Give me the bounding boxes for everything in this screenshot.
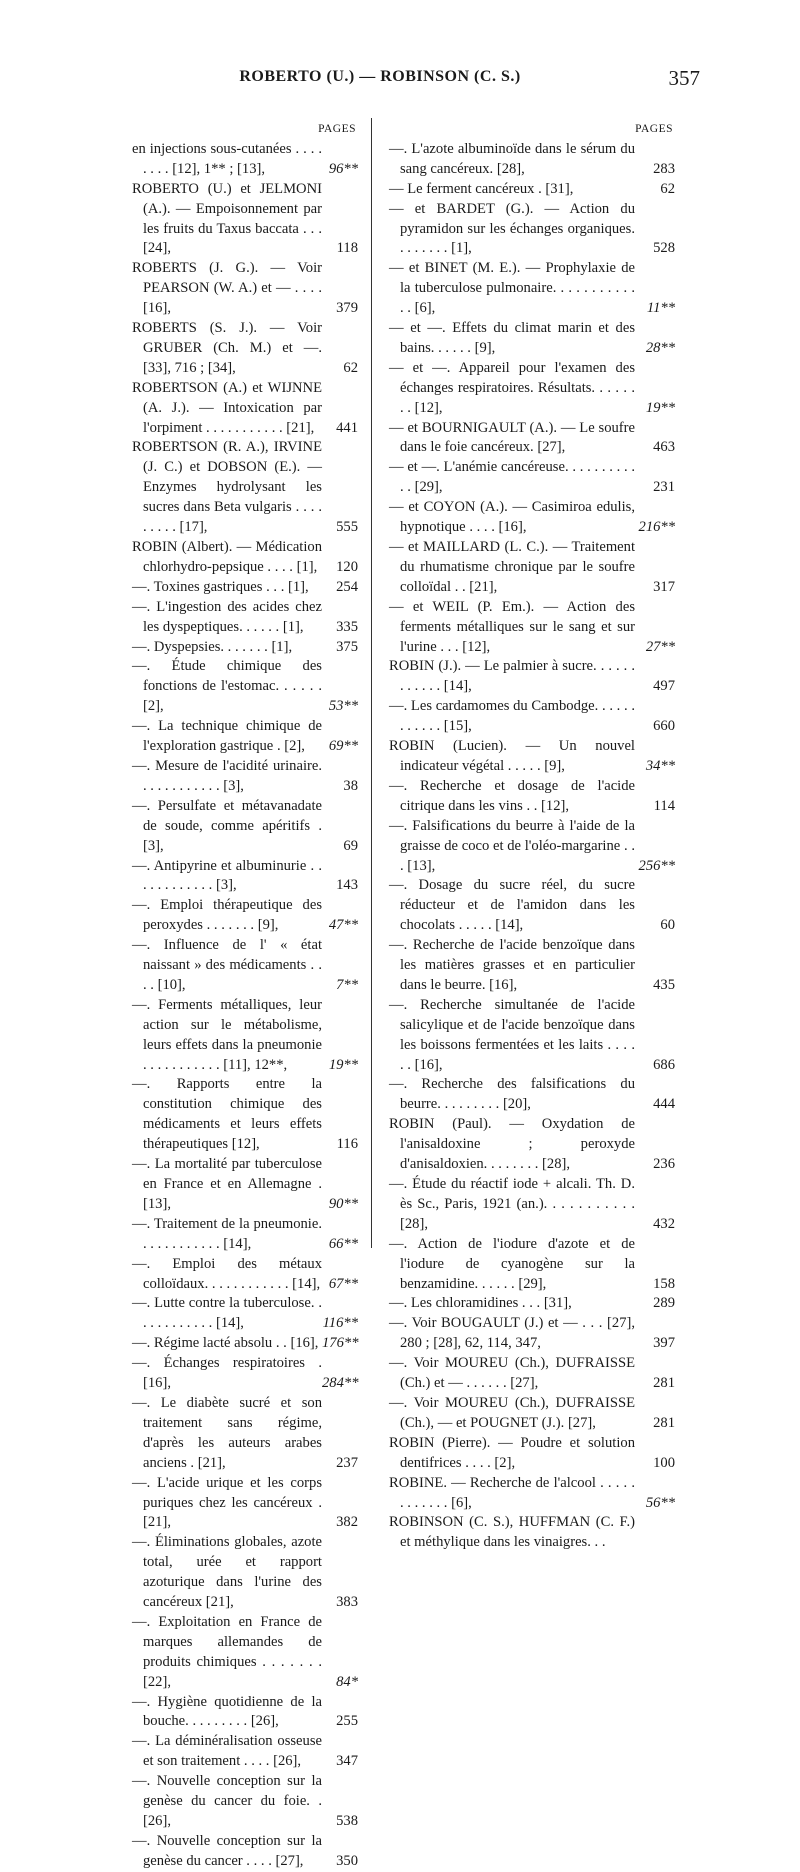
entry-page: 283 (653, 160, 675, 177)
entry-text: —. Le diabète sucré et son traitement sans régime, d'après les auteurs arabes anciens . [21], (132, 1394, 322, 1471)
index-entry (132, 757, 358, 797)
entry-page: 100 (653, 1454, 675, 1471)
entry-text: —. Mesure de l'acidité urinaire. . . . . . . . . . . . [3], (132, 757, 322, 794)
entry-text: —. Toxines gastriques . . . [1], (132, 578, 309, 595)
index-entry (389, 1354, 675, 1394)
entry-text: ROBIN (Pierre). — Poudre et solution dentifrices . . . . [2], (389, 1434, 635, 1471)
index-entry (389, 259, 675, 319)
entry-text: ROBINE. — Recherche de l'alcool . . . . . . . . . . . . [6], (389, 1474, 635, 1511)
index-entry (132, 896, 358, 936)
entry-page: 34** (645, 757, 675, 774)
entry-text: ROBERTO (U.) et JELMONI (A.). — Empoisonnement par les fruits du Taxus baccata . . . [24], (132, 180, 322, 257)
entry-text: — et WEIL (P. Em.). — Action des ferments métalliques sur le sang et sur l'urine . . . [12], (389, 598, 635, 655)
entry-page: 375 (336, 638, 358, 655)
entry-text: —. Exploitation en France de marques allemandes de produits chimiques . . . . . . . [22], (132, 1613, 322, 1690)
entry-text: ROBIN (Paul). — Oxydation de l'anisaldoxine ; peroxyde d'anisaldoxien. . . . . . . . [28], (389, 1116, 635, 1173)
entry-text: — et BARDET (G.). — Action du pyramidon sur les échanges organiques. . . . . . . . [1], (389, 200, 635, 257)
entry-text: —. Voir MOUREU (Ch.), DUFRAISSE (Ch.), — et POUGNET (J.). [27], (389, 1394, 635, 1431)
entry-page: 317 (653, 578, 675, 595)
entry-text: —. Persulfate et métavanadate de soude, comme apéritifs . [3], (132, 797, 322, 854)
entry-page: 69** (328, 738, 358, 755)
index-entry (389, 458, 675, 498)
entry-text: —. Emploi des métaux colloïdaux. . . . . . . . . . . . [14], (132, 1255, 322, 1292)
entry-text: —. Recherche de l'acide benzoïque dans les matières grasses et en particulier dans le beurre. [16], (389, 937, 635, 993)
index-entry (132, 638, 358, 658)
entry-page: 463 (653, 439, 675, 456)
entry-page: 216** (638, 519, 675, 536)
entry-page: 120 (336, 558, 358, 575)
entry-page: 11** (646, 300, 675, 317)
entry-page: 281 (653, 1375, 675, 1392)
entry-text: — et BINET (M. E.). — Prophylaxie de la tuberculose pulmonaire. . . . . . . . . . . . . [6], (389, 260, 635, 317)
index-entry (132, 1693, 358, 1733)
entry-text: — et —. Appareil pour l'examen des échanges respiratoires. Résultats. . . . . . . . [12], (389, 359, 635, 416)
entry-page: 255 (336, 1713, 358, 1730)
index-entry (389, 1394, 675, 1434)
entry-page: 281 (653, 1414, 675, 1431)
entry-text: — et —. Effets du climat marin et des bains. . . . . . [9], (389, 320, 635, 356)
entry-text: —. Lutte contre la tuberculose. . . . . . . . . . . . [14], (132, 1295, 322, 1332)
entry-text: ROBERTS (J. G.). — Voir PEARSON (W. A.) et — . . . . [16], (132, 260, 322, 317)
entry-text: —. L'azote albuminoïde dans le sérum du sang cancéreux. [28], (389, 140, 635, 177)
left-entries (132, 140, 358, 1872)
page-number: 357 (668, 66, 700, 90)
index-entry (389, 180, 675, 200)
entry-page: 118 (336, 240, 358, 257)
index-entry (389, 657, 675, 697)
right-column (389, 120, 675, 1553)
entry-text: — et COYON (A.). — Casimiroa edulis, hypnotique . . . . [16], (389, 499, 635, 536)
entry-text: — et —. L'anémie cancéreuse. . . . . . . . . . . . [29], (389, 459, 635, 496)
index-entry (132, 717, 358, 757)
entry-page: 397 (653, 1335, 675, 1352)
entry-text: —. Traitement de la pneumonie. . . . . . . . . . . . [14], (132, 1215, 322, 1252)
entry-text: ROBINSON (C. S.), HUFFMAN (C. F.) et méthylique dans les vinaigres. . . (389, 1514, 635, 1551)
entry-text: —. Recherche simultanée de l'acide salicylique et de l'acide benzoïque dans les boissons fermentées et les laits . . . . . . [16], (389, 996, 635, 1073)
entry-page: 347 (336, 1753, 358, 1770)
entry-page: 284** (322, 1375, 359, 1392)
index-entry (132, 1832, 358, 1872)
index-entry (132, 1155, 358, 1215)
index-entry (132, 857, 358, 897)
entry-page: 686 (653, 1056, 675, 1073)
right-entries (389, 140, 675, 1553)
entry-page: 383 (336, 1594, 358, 1611)
entry-page: 96** (328, 160, 358, 177)
entry-page: 231 (653, 479, 675, 496)
entry-text: — et BOURNIGAULT (A.). — Le soufre dans le foie cancéreux. [27], (389, 419, 635, 456)
running-header (0, 66, 800, 96)
entry-text: ROBIN (Lucien). — Un nouvel indicateur végétal . . . . . [9], (389, 738, 635, 774)
entry-page: 7** (336, 976, 358, 993)
entry-text: —. Emploi thérapeutique des peroxydes . . . . . . . [9], (132, 897, 322, 934)
index-entry (389, 200, 675, 260)
entry-text: —. Falsifications du beurre à l'aide de la graisse de coco et de l'oléo-margarine . . . [13], (389, 817, 635, 874)
index-entry (132, 598, 358, 638)
entry-text: — et MAILLARD (L. C.). — Traitement du rhumatisme chronique par le soufre colloïdal . . [21], (389, 539, 635, 595)
index-entry (389, 1294, 675, 1314)
index-entry (132, 1772, 358, 1832)
index-entry (132, 1533, 358, 1613)
entry-text: ROBERTSON (A.) et WIJNNE (A. J.). — Intoxication par l'orpiment . . . . . . . . . . . [21], (132, 379, 322, 436)
entry-page: 350 (336, 1852, 358, 1869)
entry-text: —. Régime lacté absolu . . [16], (132, 1335, 319, 1352)
index-entry (132, 1255, 358, 1295)
index-entry (132, 657, 358, 717)
index-entry (132, 1294, 358, 1334)
entry-page: 555 (336, 519, 358, 536)
entry-page: 62 (343, 359, 358, 376)
index-entry (389, 817, 675, 877)
entry-text: —. Hygiène quotidienne de la bouche. . . . . . . . . [26], (132, 1693, 322, 1730)
entry-page: 28** (645, 339, 675, 356)
entry-text: —. La technique chimique de l'exploration gastrique . [2], (132, 718, 322, 755)
entry-page: 27** (645, 638, 675, 655)
entry-page: 116 (336, 1136, 358, 1153)
entry-text: —. Voir MOUREU (Ch.), DUFRAISSE (Ch.) et — . . . . . . [27], (389, 1355, 635, 1392)
entry-text: —. Nouvelle conception sur la genèse du cancer du foie. . [26], (132, 1773, 322, 1830)
entry-text: —. L'acide urique et les corps puriques chez les cancéreux . [21], (132, 1474, 322, 1531)
entry-page: 62 (660, 180, 675, 197)
index-entry (389, 1175, 675, 1235)
index-entry (389, 419, 675, 459)
index-entry (132, 259, 358, 319)
entry-page: 114 (653, 797, 675, 814)
entry-page: 53** (328, 698, 358, 715)
entry-text: —. La mortalité par tuberculose en France et en Allemagne . [13], (132, 1156, 322, 1212)
index-entry (132, 1075, 358, 1155)
entry-text: —. Étude du réactif iode + alcali. Th. D. ès Sc., Paris, 1921 (an.). . . . . . . . . . . [28], (389, 1176, 635, 1232)
entry-page: 432 (653, 1215, 675, 1232)
index-entry (389, 777, 675, 817)
entry-page: 528 (653, 240, 675, 257)
index-entry (389, 1314, 675, 1354)
entry-page: 56** (645, 1494, 675, 1511)
index-entry (389, 1235, 675, 1295)
entry-page: 143 (336, 877, 358, 894)
index-entry (389, 936, 675, 996)
entry-text: ROBERTSON (R. A.), IRVINE (J. C.) et DOBSON (E.). — Enzymes hydrolysant les sucres dans Beta vulgaris . . . . . . . . . [17], (132, 439, 322, 536)
entry-text: ROBIN (Albert). — Médication chlorhydro-pepsique . . . . [1], (132, 539, 322, 575)
index-entry (132, 1215, 358, 1255)
entry-page: 444 (653, 1096, 675, 1113)
entry-page: 254 (336, 578, 358, 595)
index-entry (132, 1334, 358, 1354)
entry-page: 335 (336, 618, 358, 635)
index-entry (389, 598, 675, 658)
entry-page: 660 (653, 718, 675, 735)
index-entry (389, 1434, 675, 1474)
entry-page: 19** (645, 399, 675, 416)
entry-text: en injections sous-cutanées . . . . . . . . [12], 1** ; [13], (132, 140, 322, 177)
entry-page: 116** (322, 1315, 358, 1332)
entry-page: 60 (660, 917, 675, 934)
entry-text: —. La déminéralisation osseuse et son traitement . . . . [26], (132, 1733, 322, 1770)
pages-column-heading-left: PAGES (318, 123, 356, 135)
entry-text: —. Les chloramidines . . . [31], (389, 1295, 572, 1312)
entry-text: —. Nouvelle conception sur la genèse du cancer . . . . [27], (132, 1832, 322, 1869)
entry-text: —. Dyspepsies. . . . . . . [1], (132, 638, 293, 655)
entry-page: 19** (328, 1056, 358, 1073)
left-column (132, 120, 358, 1872)
entry-text: —. Les cardamomes du Cambodge. . . . . . . . . . . . [15], (389, 698, 635, 735)
entry-text: —. Dosage du sucre réel, du sucre réducteur et de l'amidon dans les chocolats . . . . . [14], (389, 877, 635, 934)
index-entry (132, 140, 358, 180)
entry-page: 66** (328, 1235, 358, 1252)
index-entry (389, 737, 675, 777)
entry-page: 497 (653, 678, 675, 695)
entry-page: 67** (328, 1275, 358, 1292)
index-entry (132, 1354, 358, 1394)
index-entry (389, 1115, 675, 1175)
index-entry (389, 1513, 675, 1553)
entry-text: —. L'ingestion des acides chez les dyspeptiques. . . . . . [1], (132, 598, 322, 635)
index-entry (389, 697, 675, 737)
entry-page: 176** (322, 1335, 359, 1352)
index-entry (132, 538, 358, 578)
entry-page: 236 (653, 1156, 675, 1173)
entry-page: 69 (343, 837, 358, 854)
index-entry (132, 1474, 358, 1534)
index-entry (389, 996, 675, 1076)
index-entry (389, 319, 675, 359)
entry-text: —. Antipyrine et albuminurie . . . . . . . . . . . . [3], (132, 857, 322, 894)
entry-page: 47** (328, 917, 358, 934)
entry-text: —. Ferments métalliques, leur action sur le métabolisme, leurs effets dans la pneumonie . . . . . . . . . . . [11], 12**, (132, 996, 322, 1073)
entry-text: ROBIN (J.). — Le palmier à sucre. . . . . . . . . . . . [14], (389, 658, 635, 695)
index-entry (132, 1613, 358, 1693)
index-entry (389, 538, 675, 598)
column-separator (371, 118, 372, 1248)
entry-text: —. Étude chimique des fonctions de l'estomac. . . . . . [2], (132, 658, 322, 715)
entry-text: —. Voir BOUGAULT (J.) et — . . . [27], 280 ; [28], 62, 114, 347, (389, 1315, 635, 1352)
entry-text: —. Éliminations globales, azote total, urée et rapport azoturique dans l'urine des cancéreux [21], (132, 1534, 322, 1611)
index-entry (132, 1394, 358, 1474)
entry-text: —. Recherche des falsifications du beurre. . . . . . . . . [20], (389, 1076, 635, 1113)
entry-text: —. Action de l'iodure d'azote et de l'iodure de cyanogène sur la benzamidine. . . . . . [29], (389, 1235, 635, 1292)
index-entry (132, 936, 358, 996)
pages-column-heading-right: PAGES (635, 123, 673, 135)
entry-text: —. Rapports entre la constitution chimique des médicaments et leurs effets thérapeutiques [12], (132, 1076, 322, 1153)
entry-page: 237 (336, 1454, 358, 1471)
entry-page: 382 (336, 1514, 358, 1531)
index-entry (389, 1075, 675, 1115)
index-entry (132, 1732, 358, 1772)
entry-page: 158 (653, 1275, 675, 1292)
index-entry (389, 498, 675, 538)
entry-page: 84* (336, 1673, 358, 1690)
entry-page: 435 (653, 976, 675, 993)
index-entry (132, 379, 358, 439)
index-entry (389, 876, 675, 936)
entry-text: —. Influence de l' « état naissant » des médicaments . . . . [10], (132, 937, 322, 993)
entry-text: —. Échanges respiratoires . [16], (132, 1355, 322, 1392)
index-entry (132, 578, 358, 598)
index-entry (389, 140, 675, 180)
entry-text: —. Recherche et dosage de l'acide citrique dans les vins . . [12], (389, 777, 635, 814)
entry-page: 90** (328, 1195, 358, 1212)
entry-page: 379 (336, 300, 358, 317)
index-entry (389, 1474, 675, 1514)
index-entry (132, 996, 358, 1076)
entry-page: 538 (336, 1813, 358, 1830)
index-entry (132, 797, 358, 857)
entry-page: 289 (653, 1295, 675, 1312)
index-entry (389, 359, 675, 419)
index-entry (132, 180, 358, 260)
entry-page: 256** (638, 857, 675, 874)
index-entry (132, 438, 358, 538)
entry-text: — Le ferment cancéreux . [31], (389, 180, 574, 197)
entry-page: 441 (336, 419, 358, 436)
entry-text: ROBERTS (S. J.). — Voir GRUBER (Ch. M.) et —. [33], 716 ; [34], (132, 320, 322, 376)
entry-page: 38 (343, 777, 358, 794)
index-entry (132, 319, 358, 379)
header-title: ROBERTO (U.) — ROBINSON (C. S.) (239, 68, 521, 85)
